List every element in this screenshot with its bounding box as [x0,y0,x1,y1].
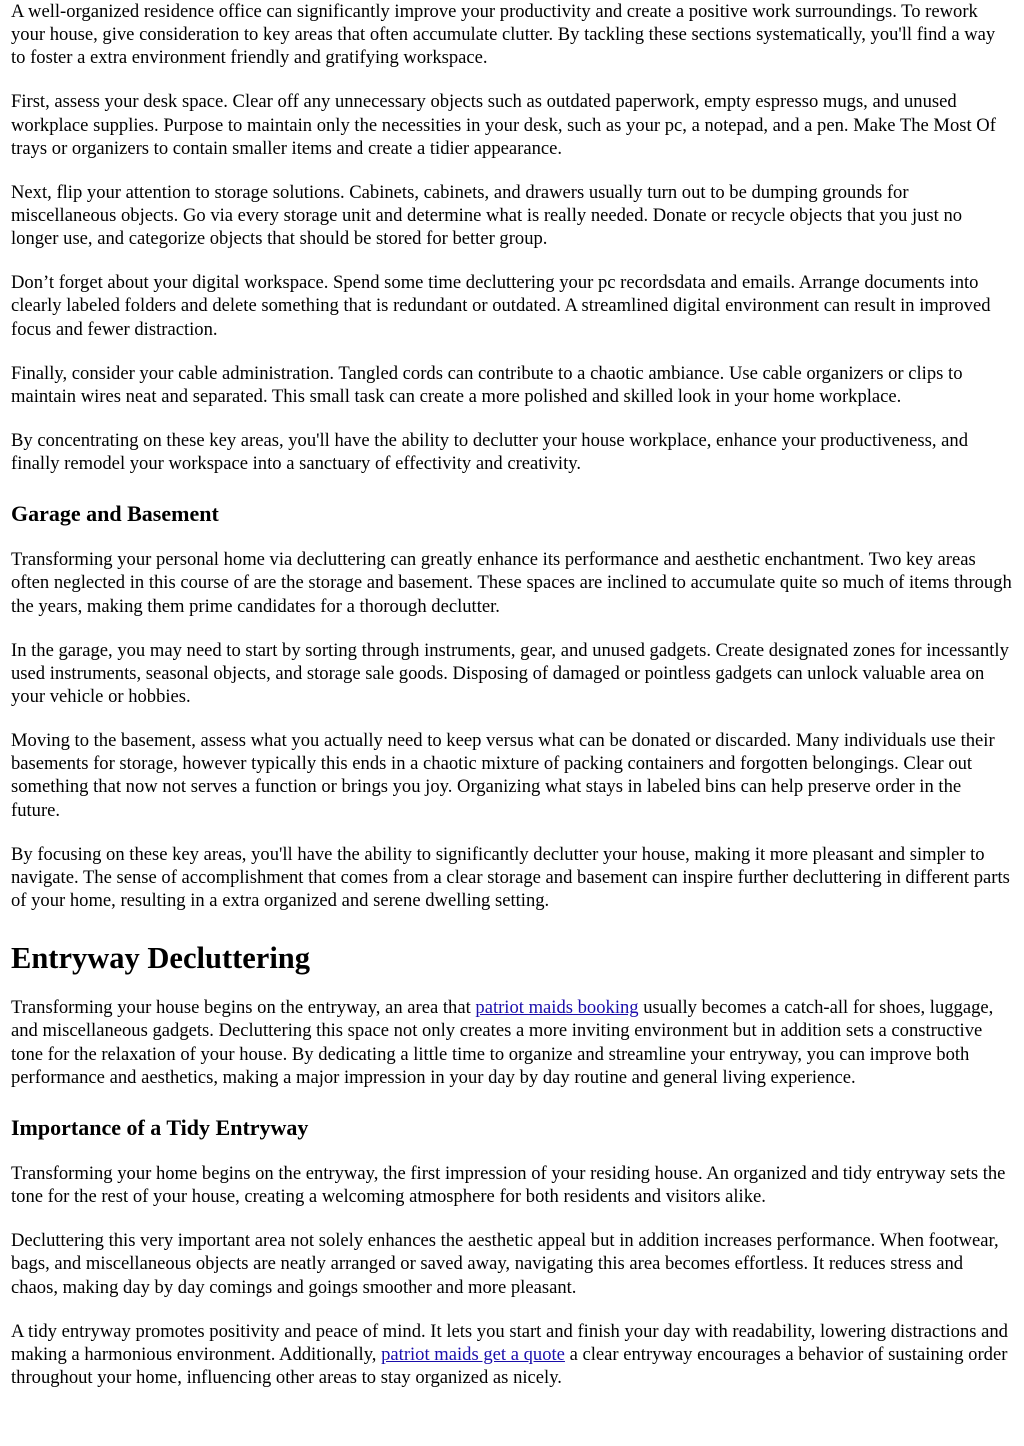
intro-paragraph-4: Don’t forget about your digital workspace. Spend some time decluttering your pc recordsdata and emails. Arrange documents into clearly labeled folders and delete something that is redundant or outdated. A streamlined digital environment can result in improved focus and fewer distraction. [11,272,991,340]
entryway-text-before-link: Transforming your house begins on the entryway, an area that [11,997,476,1019]
tidy-text-after-link: a clear entryway encourages a behavior of sustaining order throughout your home, influencing other areas to stay organized as nicely. [11,1343,1008,1389]
tidy-text-before-link: A tidy entryway promotes positivity and peace of mind. It lets you start and finish your day with readability, lowering distractions and making a harmonious environment. Additionally, [11,1320,1008,1365]
tidy-paragraph-1: Transforming your home begins on the entryway, the first impression of your residing house. An organized and tidy entryway sets the tone for the rest of your house, creating a welcoming atmosphere for both residents and visitors alike. [11,1163,1006,1208]
tidy-paragraph-2: Decluttering this very important area not solely enhances the aesthetic appeal but in addition increases performance. When footwear, bags, and miscellaneous objects are neatly arranged or saved away, navigating this area becomes effortless. It reduces stress and chaos, making day by day comings and goings smoother and more pleasant. [11,1230,999,1298]
garage-paragraph-3: Moving to the basement, assess what you actually need to keep versus what can be donated or discarded. Many individuals use their basements for storage, however typically this ends in a chaotic mixture of packing containers and forgotten belongings. Clear out something that now not serves a function or brings you joy. Organizing what stays in labeled bins can help preserve order in the future. [11,730,995,821]
entryway-heading: Entryway Decluttering [11,941,311,976]
intro-paragraph-6: By concentrating on these key areas, you'll have the ability to declutter your house workplace, enhance your productiveness, and finally remodel your workspace into a sanctuary of effectivity and creativity. [11,429,968,475]
garage-paragraph-4: By focusing on these key areas, you'll have the ability to significantly declutter your house, making it more pleasant and simpler to navigate. The sense of accomplishment that comes from a clear storage and basement can inspire further decluttering in different parts of your home, resulting in a extra organized and serene dwelling setting. [11,843,1010,912]
tidy-entryway-heading: Importance of a Tidy Entryway [11,1115,309,1141]
intro-paragraph-2: First, assess your desk space. Clear off any unnecessary objects such as outdated paperwork, empty espresso mugs, and unused workplace supplies. Purpose to maintain only the necessities in your desk, such as your pc, a notepad, and a pen. Make The Most Of trays or organizers to contain smaller items and create a tidier appearance. [11,91,996,159]
patriot-maids-booking-link[interactable]: patriot maids booking [475,997,639,1019]
garage-basement-heading: Garage and Basement [11,501,219,527]
entryway-text-after-link: usually becomes a catch-all for shoes, luggage, and miscellaneous gadgets. Decluttering this space not only creates a more inviting environment but in addition sets a constructive tone for the relaxation of your house. By dedicating a little time to organize and streamline your entryway, you can improve both performance and aesthetics, making a major impression in your day by day routine and general living experience. [11,997,994,1088]
intro-paragraph-5: Finally, consider your cable administration. Tangled cords can contribute to a chaotic ambiance. Use cable organizers or clips to maintain wires neat and separated. This small task can create a more polished and skilled look in your home workplace. [11,362,963,407]
garage-paragraph-1: Transforming your personal home via decluttering can greatly enhance its performance and aesthetic enchantment. Two key areas often neglected in this course of are the storage and basement. These spaces are inclined to accumulate quite so much of items through the years, making them prime candidates for a thorough declutter. [11,549,1012,617]
intro-paragraph-1: A well-organized residence office can significantly improve your productivity and create a positive work surroundings. To rework your house, give consideration to key areas that often accumulate clutter. By tackling these sections systematically, you'll find a way to foster a extra environment friendly and gratifying workspace. [11,1,996,69]
entryway-paragraph-1 [11,996,1013,1089]
patriot-maids-get-a-quote-link[interactable]: patriot maids get a quote [381,1343,565,1365]
garage-paragraph-2: In the garage, you may need to start by sorting through instruments, gear, and unused gadgets. Create designated zones for incessantly used instruments, seasonal objects, and storage sale goods. Disposing of damaged or pointless gadgets can unlock valuable area on your vehicle or hobbies. [11,639,1009,708]
tidy-paragraph-3 [11,1320,1013,1390]
intro-paragraph-3: Next, flip your attention to storage solutions. Cabinets, cabinets, and drawers usually turn out to be dumping grounds for miscellaneous objects. Go via every storage unit and determine what is really needed. Donate or recycle objects that you just no longer use, and categorize objects that should be stored for better group. [11,181,963,250]
